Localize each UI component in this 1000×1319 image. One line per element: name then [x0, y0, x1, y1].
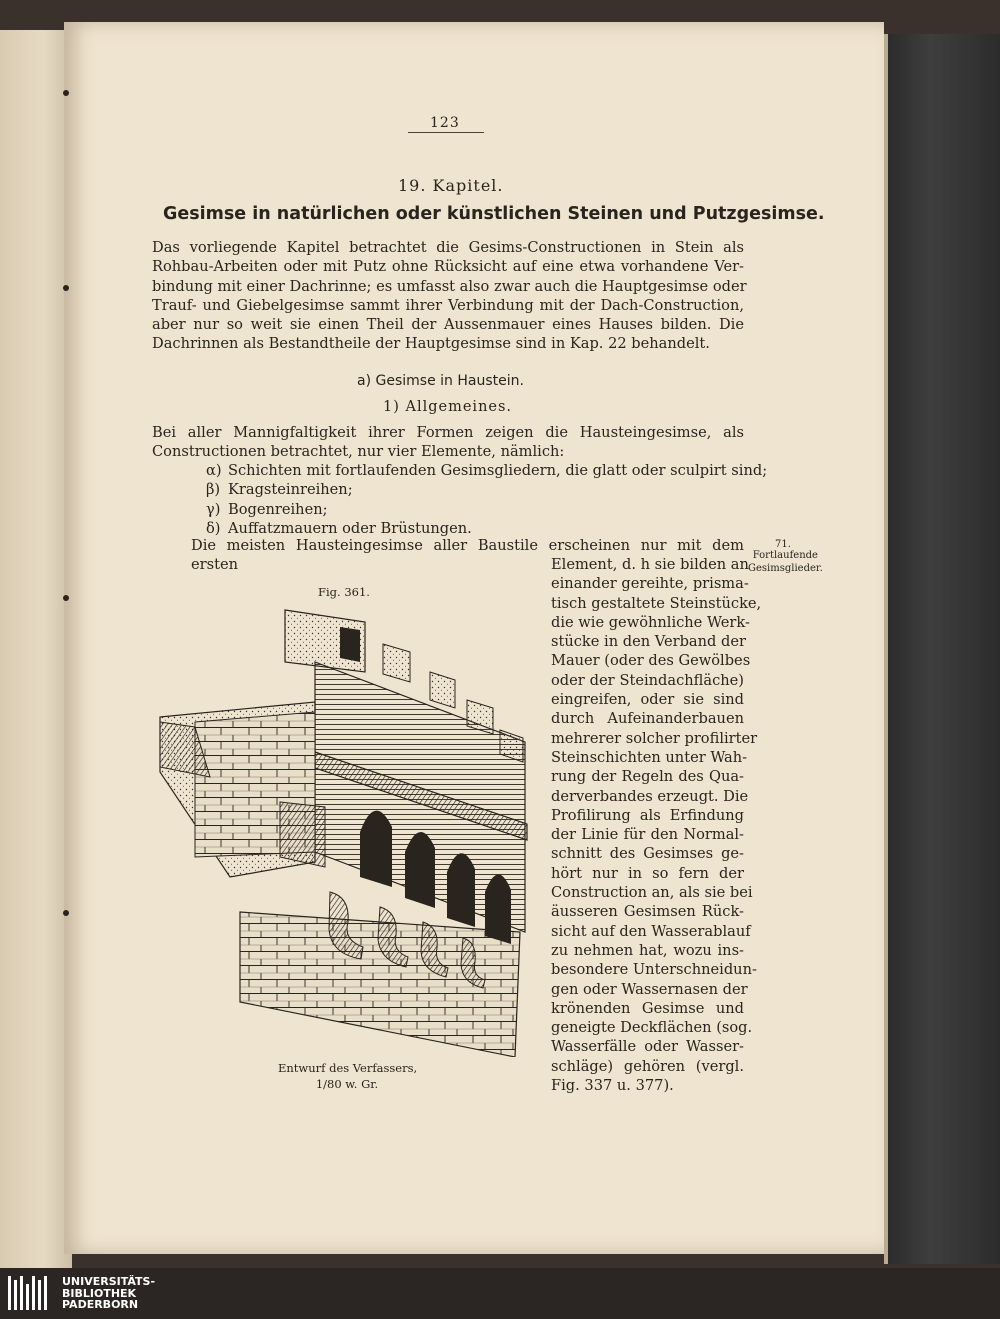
- cornice-illustration: [155, 602, 545, 1057]
- text-line: oder der Steindachfläche): [551, 671, 744, 689]
- text-line: Dachrinnen als Bestandtheile der Hauptgesimse sind in Kap. 22 behandelt.: [152, 335, 710, 353]
- text-line: Trauf- und Giebelgesimse sammt ihrer Verbindung mit der Dach-Construction,: [152, 296, 744, 314]
- text-line: eingreifen, oder sie sind: [551, 691, 744, 709]
- library-name-line: BIBLIOTHEK: [62, 1286, 137, 1300]
- figure-caption: [278, 1060, 416, 1092]
- text-line: bindung mit einer Dachrinne; es umfasst also zwar auch die Hauptgesimse oder: [152, 277, 747, 295]
- book-binding: [884, 34, 1000, 1264]
- text-line: sicht auf den Wasserablauf: [551, 922, 751, 940]
- text-line: mehrerer solcher profilirter: [551, 729, 758, 747]
- text-line: gen oder Wassernasen der: [551, 980, 748, 998]
- caption-scale: 1/80 w. Gr.: [315, 1077, 379, 1091]
- text-line: äusseren Gesimsen Rück-: [551, 903, 744, 921]
- margin-note-line: Fortlaufende: [752, 550, 818, 561]
- list-marker: β): [206, 481, 221, 499]
- text-line: Steinschichten unter Wah-: [551, 748, 748, 766]
- text-line: zu nehmen hat, wozu ins-: [551, 941, 744, 959]
- library-footer: [0, 1268, 1000, 1319]
- text-line: aber nur so weit sie einen Theil der Aussenmauer eines Hauses bilden. Die: [152, 316, 744, 334]
- text-line: Fig. 337 u. 377).: [551, 1077, 674, 1095]
- library-name-line: UNIVERSITÄTS-: [62, 1275, 156, 1288]
- text-line: hört nur in so fern der: [551, 864, 744, 882]
- library-name: [62, 1276, 155, 1311]
- section-heading: a) Gesimse in Haustein.: [357, 373, 524, 389]
- punch-hole: [63, 285, 69, 291]
- list-marker: α): [206, 462, 222, 479]
- text-line: Constructionen betrachtet, nur vier Elemente, nämlich:: [152, 443, 565, 461]
- list-item: [206, 480, 767, 499]
- list-item-text: Auffatzmauern oder Brüstungen.: [228, 519, 472, 537]
- text-line: schläge) gehören (vergl.: [551, 1057, 744, 1075]
- chapter-heading: Gesimse in natürlichen oder künstlichen Steinen und Putzgesimse.: [163, 204, 825, 224]
- text-line: die wie gewöhnliche Werk-: [551, 613, 750, 631]
- list-item-text: Schichten mit fortlaufenden Gesimsgliedern, die glatt oder sculpirt sind;: [228, 462, 768, 479]
- list-item-text: Bogenreihen;: [228, 500, 328, 518]
- chapter-title: 19. Kapitel.: [398, 176, 504, 195]
- text-line: Bei aller Mannigfaltigkeit ihrer Formen zeigen die Hausteingesimse, als: [152, 424, 744, 441]
- paragraph-first-line: Die meisten Hausteingesimse aller Baustile erscheinen nur mit dem ersten: [191, 537, 744, 574]
- punch-hole: [63, 595, 69, 601]
- punch-hole: [63, 910, 69, 916]
- intro-paragraph: [152, 238, 747, 354]
- text-line: besondere Unterschneidun-: [551, 961, 757, 979]
- text-line: Wasserfälle oder Wasser-: [551, 1038, 744, 1056]
- text-line: durch Aufeinanderbauen: [551, 710, 744, 728]
- caption-line: Entwurf des Verfassers,: [278, 1061, 418, 1075]
- page-number: 123: [430, 115, 460, 131]
- text-line: einander gereihte, prisma-: [551, 575, 749, 593]
- text-line: derverbandes erzeugt. Die: [551, 787, 749, 805]
- text-line: Element, d. h sie bilden an: [551, 556, 749, 573]
- text-line: stücke in den Verband der: [551, 633, 746, 651]
- left-page-edge: [0, 30, 72, 1268]
- list-item: [206, 461, 767, 480]
- list-marker: δ): [206, 519, 221, 537]
- punch-hole: [63, 90, 69, 96]
- text-line: Das vorliegende Kapitel betrachtet die Gesims-Constructionen in Stein als: [152, 239, 744, 256]
- text-line: krönenden Gesimse und: [551, 999, 744, 1017]
- text-line: Construction an, als sie bei: [551, 884, 753, 902]
- list-item-text: Kragsteinreihen;: [228, 481, 353, 499]
- text-line: der Linie für den Normal-: [551, 826, 744, 844]
- text-line: Rohbau-Arbeiten oder mit Putz ohne Rücksicht auf eine etwa vorhandene Ver-: [152, 258, 744, 276]
- list-item: [206, 500, 767, 519]
- subsection-heading: 1) Allgemeines.: [383, 399, 513, 415]
- list-marker: γ): [206, 500, 221, 518]
- text-line: geneigte Deckflächen (sog.: [551, 1019, 753, 1037]
- text-line: rung der Regeln des Qua-: [551, 768, 744, 786]
- margin-note: [748, 549, 823, 575]
- elements-intro-paragraph: [152, 423, 744, 462]
- elements-list: [206, 461, 767, 538]
- figure-label: Fig. 361.: [318, 585, 370, 599]
- text-line: tisch gestaltete Steinstücke,: [551, 594, 762, 612]
- margin-note-line: Gesimsglieder.: [748, 563, 823, 574]
- text-line: Mauer (oder des Gewölbes: [551, 652, 751, 670]
- library-name-line: PADERBORN: [62, 1298, 139, 1311]
- page-number-rule: [408, 132, 484, 133]
- text-line: Profilirung als Erfindung: [551, 806, 744, 824]
- margin-number: 71.: [775, 539, 791, 550]
- paragraph-column: [551, 555, 762, 1095]
- text-line: schnitt des Gesimses ge-: [551, 845, 744, 863]
